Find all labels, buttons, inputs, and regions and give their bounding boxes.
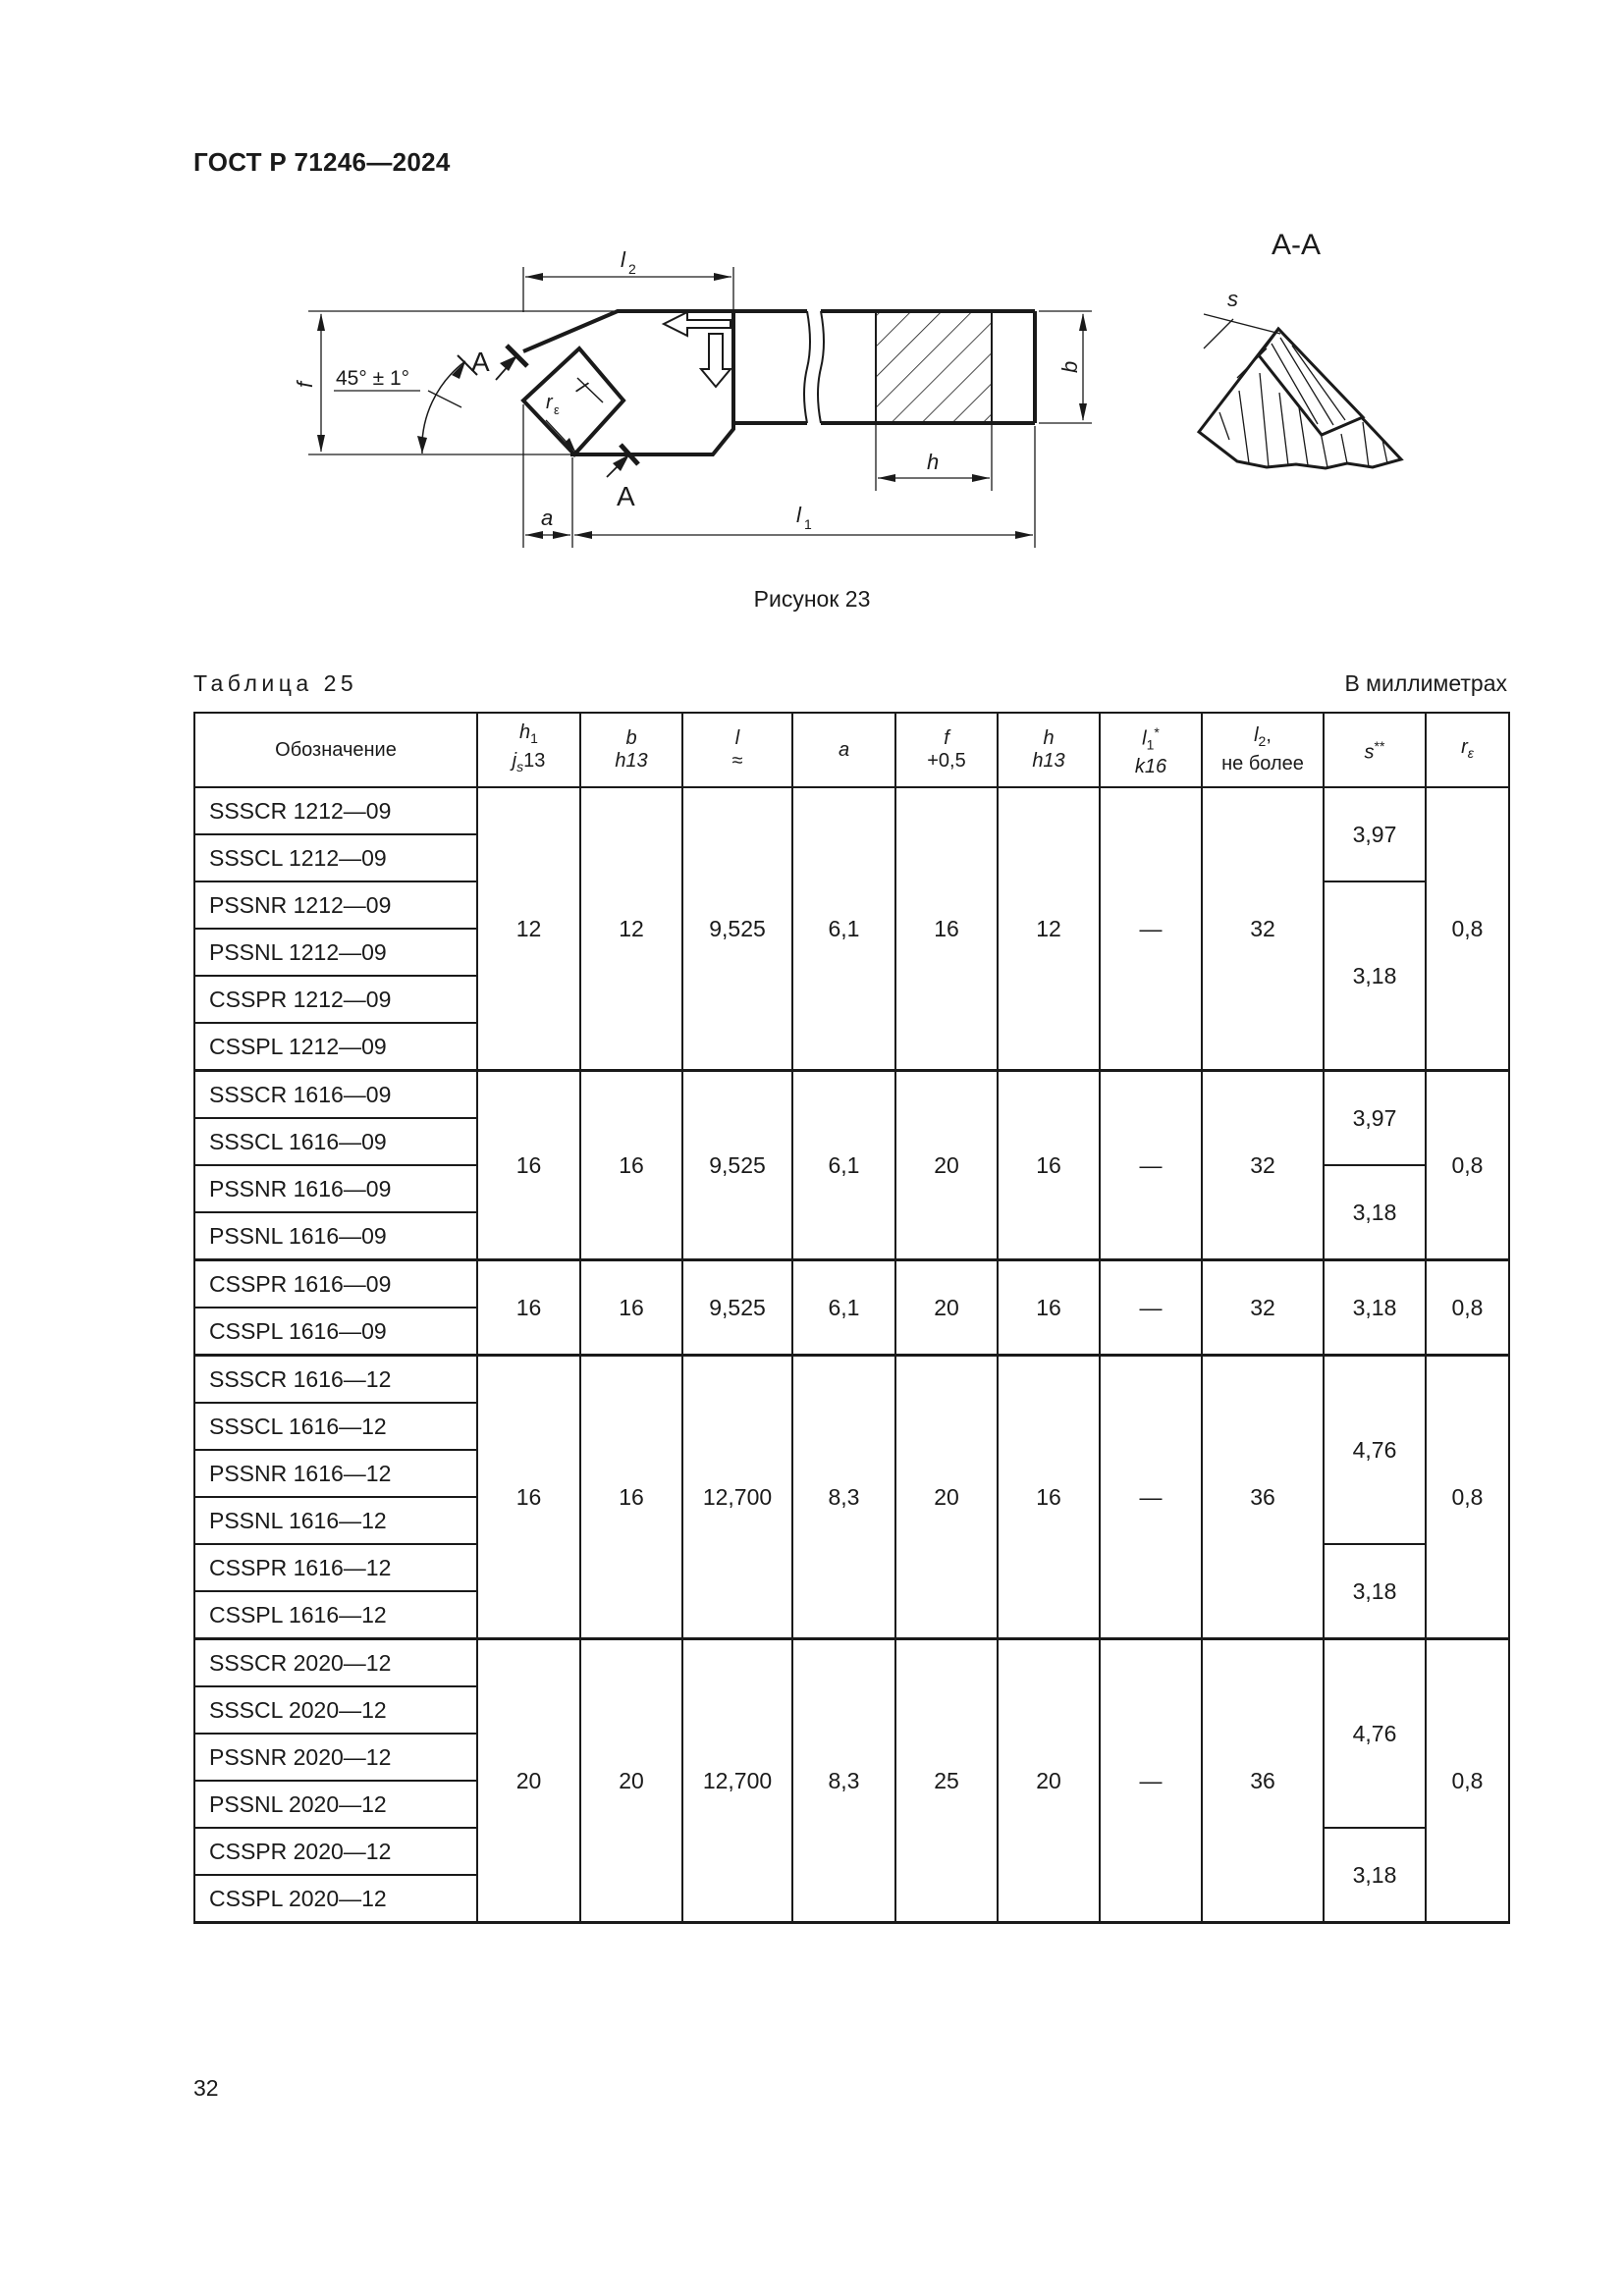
header-designation: Обозначение (194, 713, 477, 787)
s-cell: 3,97 (1324, 1071, 1426, 1166)
h1-cell: 16 (477, 1356, 580, 1639)
table-header-row (194, 713, 1509, 787)
l1-cell: — (1100, 1260, 1202, 1356)
dimension-b (1039, 311, 1092, 423)
table-row (194, 1260, 1509, 1308)
h-cell: 12 (998, 787, 1100, 1071)
designation-cell: CSSPL 2020—12 (194, 1875, 477, 1923)
designation-cell: PSSNR 2020—12 (194, 1734, 477, 1781)
table-row (194, 1071, 1509, 1119)
b-cell: 12 (580, 787, 682, 1071)
insert-square (523, 348, 623, 454)
s-cell: 4,76 (1324, 1356, 1426, 1545)
table-row (194, 1639, 1509, 1687)
designation-cell: PSSNR 1616—09 (194, 1165, 477, 1212)
label-b: b (1057, 360, 1082, 373)
a-cell: 6,1 (792, 1071, 895, 1260)
label-l-insert: l (571, 378, 591, 398)
designation-cell: CSSPL 1212—09 (194, 1023, 477, 1071)
label-l1: l (796, 503, 801, 527)
r-cell: 0,8 (1426, 1071, 1509, 1260)
header-f: f +0,5 (895, 713, 998, 787)
r-cell: 0,8 (1426, 1260, 1509, 1356)
designation-cell: PSSNL 2020—12 (194, 1781, 477, 1828)
label-angle: 45° ± 1° (336, 367, 410, 390)
page-number: 32 (193, 2075, 219, 2101)
designation-cell: PSSNL 1616—09 (194, 1212, 477, 1260)
r-cell: 0,8 (1426, 787, 1509, 1071)
header-h1: $h_1$ $j_s13$ (477, 713, 580, 787)
b-cell: 16 (580, 1356, 682, 1639)
figure-caption: Рисунок 23 (753, 586, 871, 612)
l-cell: 9,525 (682, 1071, 792, 1260)
header-s: s** (1324, 713, 1426, 787)
f-cell: 20 (895, 1071, 998, 1260)
label-r-sub: ε (554, 402, 560, 417)
designation-cell: CSSPR 1212—09 (194, 976, 477, 1023)
section-a-a-title: А-А (1272, 229, 1322, 261)
l2-cell: 36 (1202, 1356, 1324, 1639)
label-a-upper: А (471, 347, 490, 377)
label-a-lower: А (617, 481, 635, 511)
h1-cell: 12 (477, 787, 580, 1071)
h-cell: 16 (998, 1071, 1100, 1260)
document-header: ГОСТ Р 71246—2024 (193, 147, 451, 177)
s-cell: 3,97 (1324, 787, 1426, 881)
l2-cell: 32 (1202, 787, 1324, 1071)
r-cell: 0,8 (1426, 1356, 1509, 1639)
h-cell: 16 (998, 1260, 1100, 1356)
a-cell: 8,3 (792, 1356, 895, 1639)
header-a: a (792, 713, 895, 787)
table-title: Таблица 25 (193, 670, 358, 696)
designation-cell: SSSCR 1212—09 (194, 787, 477, 834)
a-cell: 6,1 (792, 1260, 895, 1356)
designation-cell: CSSPL 1616—09 (194, 1308, 477, 1356)
l1-cell: — (1100, 1356, 1202, 1639)
l2-cell: 32 (1202, 1071, 1324, 1260)
l1-cell: — (1100, 787, 1202, 1071)
h-cell: 16 (998, 1356, 1100, 1639)
label-l2: l (621, 247, 625, 272)
designation-cell: SSSCL 1212—09 (194, 834, 477, 881)
label-r: r (546, 392, 553, 413)
designation-cell: CSSPL 1616—12 (194, 1591, 477, 1639)
header-l: l ≈ (682, 713, 792, 787)
designation-cell: SSSCL 1616—12 (194, 1403, 477, 1450)
section-a-a (1199, 229, 1401, 468)
header-l2: $l_2$, не более (1202, 713, 1324, 787)
label-a: a (541, 506, 554, 530)
header-h: h h13 (998, 713, 1100, 787)
l-cell: 12,700 (682, 1639, 792, 1923)
dimension-l2 (523, 247, 733, 312)
dimensions-table (193, 712, 1510, 1924)
a-cell: 8,3 (792, 1639, 895, 1923)
f-cell: 25 (895, 1639, 998, 1923)
s-cell: 3,18 (1324, 1165, 1426, 1260)
s-cell: 3,18 (1324, 1544, 1426, 1639)
l2-cell: 36 (1202, 1639, 1324, 1923)
designation-cell: SSSCR 1616—12 (194, 1356, 477, 1404)
b-cell: 20 (580, 1639, 682, 1923)
dimension-h (876, 423, 992, 491)
l1-cell: — (1100, 1071, 1202, 1260)
designation-cell: SSSCL 2020—12 (194, 1686, 477, 1734)
designation-cell: PSSNR 1616—12 (194, 1450, 477, 1497)
header-r: $r_\varepsilon$ (1426, 713, 1509, 787)
l-cell: 9,525 (682, 787, 792, 1071)
designation-cell: CSSPR 1616—12 (194, 1544, 477, 1591)
b-cell: 16 (580, 1071, 682, 1260)
designation-cell: PSSNL 1212—09 (194, 929, 477, 976)
designation-cell: SSSCR 1616—09 (194, 1071, 477, 1119)
header-l1: $l_1^*$ k16 (1100, 713, 1202, 787)
table-row (194, 787, 1509, 834)
label-l1-sub: 1 (804, 516, 812, 532)
tool-drawing (0, 0, 1624, 628)
designation-cell: SSSCR 2020—12 (194, 1639, 477, 1687)
l2-cell: 32 (1202, 1260, 1324, 1356)
label-l2-sub: 2 (628, 261, 636, 277)
designation-cell: SSSCL 1616—09 (194, 1118, 477, 1165)
s-cell: 4,76 (1324, 1639, 1426, 1829)
header-b: b h13 (580, 713, 682, 787)
table-row (194, 1356, 1509, 1404)
figure-23 (0, 0, 1624, 628)
designation-cell: PSSNL 1616—12 (194, 1497, 477, 1544)
feed-direction-arrow (664, 312, 731, 387)
designation-cell: CSSPR 2020—12 (194, 1828, 477, 1875)
l1-cell: — (1100, 1639, 1202, 1923)
a-cell: 6,1 (792, 787, 895, 1071)
f-cell: 16 (895, 787, 998, 1071)
label-f: f (293, 381, 317, 388)
r-cell: 0,8 (1426, 1639, 1509, 1923)
l-cell: 12,700 (682, 1356, 792, 1639)
f-cell: 20 (895, 1356, 998, 1639)
h1-cell: 16 (477, 1260, 580, 1356)
designation-cell: PSSNR 1212—09 (194, 881, 477, 929)
b-cell: 16 (580, 1260, 682, 1356)
label-s: s (1227, 287, 1238, 311)
h1-cell: 20 (477, 1639, 580, 1923)
h1-cell: 16 (477, 1071, 580, 1260)
s-cell: 3,18 (1324, 1828, 1426, 1923)
s-cell: 3,18 (1324, 881, 1426, 1071)
f-cell: 20 (895, 1260, 998, 1356)
h-cell: 20 (998, 1639, 1100, 1923)
angle-dimension (334, 361, 465, 454)
designation-cell: CSSPR 1616—09 (194, 1260, 477, 1308)
label-h: h (927, 450, 940, 474)
table-unit: В миллиметрах (1344, 670, 1507, 696)
s-cell: 3,18 (1324, 1260, 1426, 1356)
l-cell: 9,525 (682, 1260, 792, 1356)
